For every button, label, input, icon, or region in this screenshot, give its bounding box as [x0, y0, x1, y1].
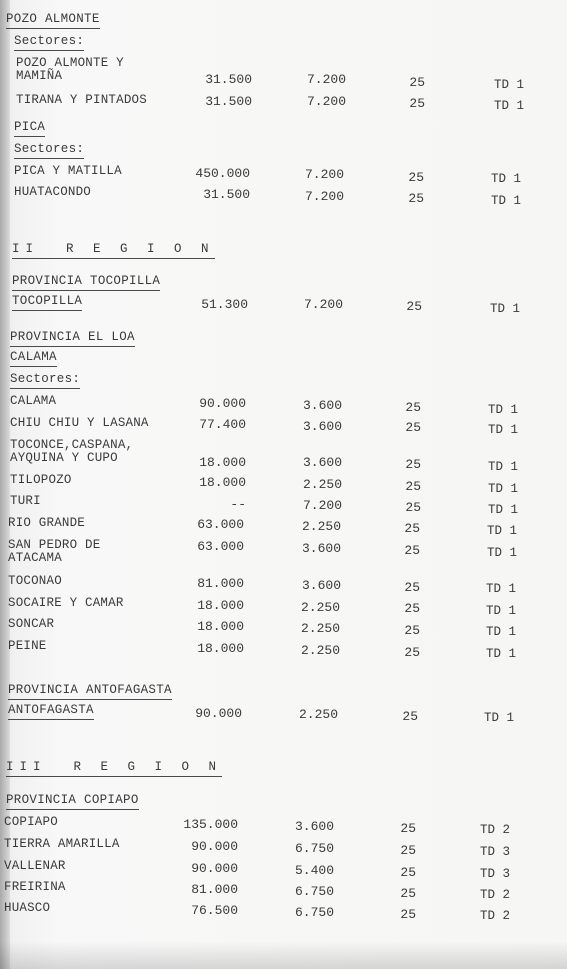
row-value-3: 25 — [400, 865, 416, 880]
page-bottom-shadow — [0, 941, 567, 969]
row-value-1: 76.500 — [191, 903, 238, 918]
row-value-2: 2.250 — [298, 707, 338, 722]
row-name: HUATACONDO — [14, 185, 92, 199]
row-value-2: 2.250 — [302, 477, 342, 492]
heading-tocopilla: TOCOPILLA — [12, 294, 82, 311]
row-value-1: 31.500 — [205, 94, 252, 109]
heading-sectores: Sectores: — [14, 34, 84, 51]
row-value-1: 135.000 — [183, 817, 238, 832]
row-value-4: TD 1 — [490, 302, 521, 316]
row-value-3: 25 — [409, 96, 425, 111]
heading-antofagasta: ANTOFAGASTA — [8, 703, 94, 720]
row-value-1: 90.000 — [191, 861, 238, 876]
row-value-4: TD 1 — [494, 78, 525, 92]
row-value-3: 25 — [406, 299, 422, 314]
row-value-1: 63.000 — [197, 517, 244, 532]
row-value-3: 25 — [405, 457, 421, 472]
row-name: TIRANA Y PINTADOS — [16, 93, 147, 107]
heading-calama: CALAMA — [10, 350, 57, 367]
row-name: RIO GRANDE — [8, 516, 86, 530]
heading-pica: PICA — [14, 120, 45, 137]
heading-provincia-antofagasta: PROVINCIA ANTOFAGASTA — [8, 683, 172, 700]
row-value-3: 25 — [409, 75, 425, 90]
heading-sectores: Sectores: — [10, 372, 80, 389]
row-value-2: 7.200 — [306, 94, 346, 109]
row-value-1: 90.000 — [195, 706, 242, 721]
row-value-1: 31.500 — [203, 187, 250, 202]
row-value-2: 3.600 — [302, 398, 342, 413]
row-value-1: 18.000 — [197, 619, 244, 634]
row-name: TIERRA AMARILLA — [4, 837, 120, 851]
row-value-2: 2.250 — [300, 621, 340, 636]
row-value-3: 25 — [400, 843, 416, 858]
row-value-2: 2.250 — [300, 600, 340, 615]
row-value-2: 3.600 — [302, 455, 342, 470]
row-value-3: 25 — [400, 886, 416, 901]
row-value-2: 7.200 — [304, 189, 344, 204]
row-value-4: TD 1 — [488, 503, 519, 517]
row-value-4: TD 1 — [491, 172, 522, 186]
row-value-4: TD 1 — [488, 423, 519, 437]
row-value-3: 25 — [400, 821, 416, 836]
row-name: CALAMA — [10, 394, 57, 408]
row-value-4: TD 2 — [480, 888, 511, 902]
row-value-2: 3.600 — [302, 419, 342, 434]
row-value-2: 5.400 — [294, 863, 334, 878]
row-value-2: 2.250 — [300, 643, 340, 658]
row-value-2: 7.200 — [304, 167, 344, 182]
row-value-1: 18.000 — [197, 598, 244, 613]
row-name: COPIAPO — [4, 815, 58, 829]
row-value-3: 25 — [402, 709, 418, 724]
row-value-4: TD 1 — [486, 582, 517, 596]
row-value-1: 77.400 — [199, 417, 246, 432]
row-value-3: 25 — [404, 601, 420, 616]
row-name: CHIU CHIU Y LASANA — [10, 416, 149, 430]
row-value-2: 7.200 — [306, 72, 346, 87]
row-name: VALLENAR — [4, 859, 66, 873]
row-value-1: 81.000 — [191, 882, 238, 897]
row-value-3: 25 — [405, 420, 421, 435]
row-value-3: 25 — [405, 500, 421, 515]
row-value-2: 6.750 — [294, 884, 334, 899]
row-value-4: TD 1 — [486, 647, 517, 661]
row-value-4: TD 1 — [486, 604, 517, 618]
row-name: POZO ALMONTE Y MAMIÑA — [16, 56, 124, 83]
row-value-4: TD 1 — [487, 546, 518, 560]
row-value-3: 25 — [404, 521, 420, 536]
heading-provincia-copiapo: PROVINCIA COPIAPO — [6, 793, 139, 810]
row-value-3: 25 — [404, 580, 420, 595]
row-value-4: TD 1 — [491, 194, 522, 208]
row-name: TOCONAO — [8, 574, 62, 588]
row-value-1: 18.000 — [197, 641, 244, 656]
heading-region-ii: II R E G I O N — [12, 242, 215, 259]
row-value-2: 3.600 — [301, 578, 341, 593]
heading-provincia-tocopilla: PROVINCIA TOCOPILLA — [12, 274, 160, 291]
row-value-4: TD 1 — [486, 625, 517, 639]
row-value-3: 25 — [408, 191, 424, 206]
row-value-3: 25 — [405, 479, 421, 494]
heading-pozo-almonte: POZO ALMONTE — [6, 12, 100, 29]
row-value-4: TD 1 — [484, 711, 515, 725]
row-value-3: 25 — [408, 170, 424, 185]
row-value-4: TD 2 — [480, 823, 511, 837]
heading-provincia-el-loa: PROVINCIA EL LOA — [10, 330, 135, 347]
row-name: PEINE — [8, 639, 47, 653]
heading-region-iii: III R E G I O N — [6, 760, 222, 777]
row-value-2: 3.600 — [294, 819, 334, 834]
row-value-1: 90.000 — [199, 396, 246, 411]
row-value-1: 450.000 — [195, 166, 250, 181]
row-value-4: TD 3 — [480, 845, 511, 859]
row-name: HUASCO — [4, 901, 51, 915]
row-value-1: 51.300 — [201, 297, 248, 312]
row-value-4: TD 1 — [488, 460, 519, 474]
row-value-4: TD 2 — [480, 909, 511, 923]
heading-sectores: Sectores: — [14, 142, 84, 159]
row-value-4: TD 1 — [487, 524, 518, 538]
row-value-4: TD 1 — [488, 403, 519, 417]
row-name: TOCONCE,CASPANA, AYQUINA Y CUPO — [10, 438, 134, 465]
row-value-3: 25 — [404, 645, 420, 660]
row-value-4: TD 3 — [480, 867, 511, 881]
row-value-3: 25 — [404, 623, 420, 638]
row-value-1: 18.000 — [199, 455, 246, 470]
row-value-4: TD 1 — [488, 482, 519, 496]
row-value-2: 7.200 — [303, 297, 343, 312]
row-value-1: -- — [230, 497, 246, 512]
row-name: FREIRINA — [4, 880, 66, 894]
row-value-1: 31.500 — [205, 72, 252, 87]
row-value-2: 2.250 — [301, 519, 341, 534]
row-value-1: 63.000 — [197, 539, 244, 554]
row-value-4: TD 1 — [494, 99, 525, 113]
row-name: SAN PEDRO DE ATACAMA — [8, 538, 101, 565]
row-value-3: 25 — [404, 543, 420, 558]
row-value-1: 18.000 — [199, 475, 246, 490]
row-value-2: 6.750 — [294, 905, 334, 920]
row-value-2: 6.750 — [294, 841, 334, 856]
row-name: PICA Y MATILLA — [14, 164, 122, 178]
row-value-3: 25 — [405, 400, 421, 415]
row-name: TILOPOZO — [10, 473, 72, 487]
row-value-2: 3.600 — [301, 541, 341, 556]
row-value-1: 81.000 — [197, 576, 244, 591]
row-name: SOCAIRE Y CAMAR — [8, 596, 124, 610]
row-value-2: 7.200 — [302, 498, 342, 513]
row-value-3: 25 — [400, 907, 416, 922]
row-value-1: 90.000 — [191, 839, 238, 854]
row-name: SONCAR — [8, 617, 55, 631]
row-name: TURI — [10, 494, 41, 508]
